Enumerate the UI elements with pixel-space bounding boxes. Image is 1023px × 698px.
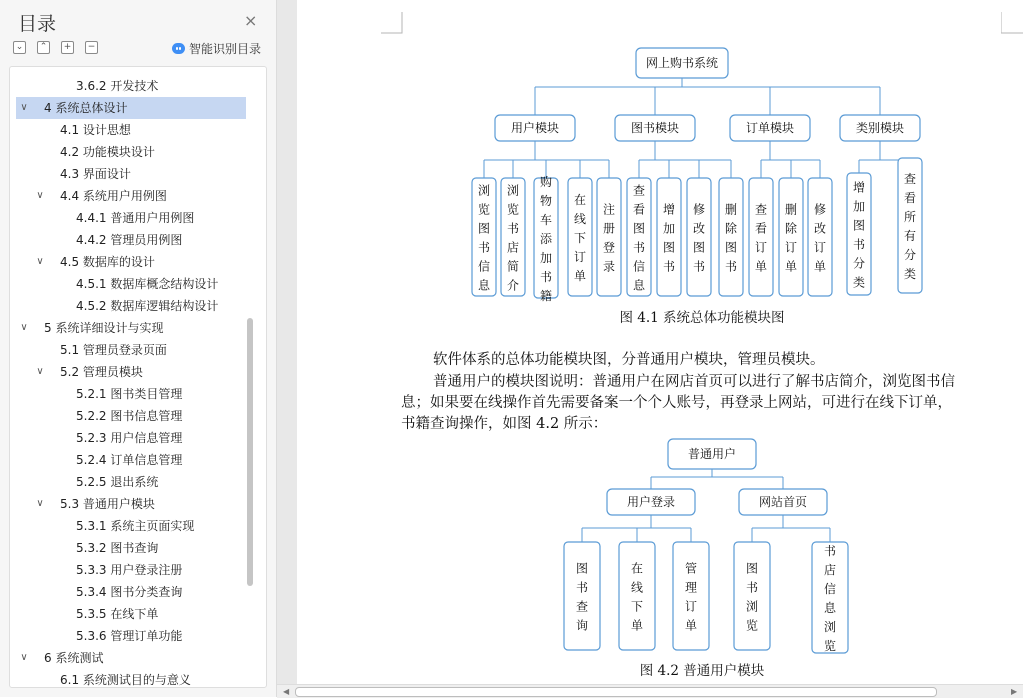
outline-item-label: 4.2 功能模块设计 xyxy=(60,145,155,159)
module-label: 用户登录 xyxy=(626,495,676,509)
expand-up-icon[interactable]: ⌃ xyxy=(37,41,50,54)
outline-item-label: 6.1 系统测试目的与意义 xyxy=(60,673,191,687)
paragraph: 书籍查询操作，如图 4.2 所示： xyxy=(401,416,608,432)
leaf-label-char: 除 xyxy=(724,221,738,236)
leaf-label-char: 书 xyxy=(575,580,589,595)
leaf-label-char: 览 xyxy=(823,639,837,653)
chevron-down-icon[interactable]: ∨ xyxy=(36,498,44,509)
robot-icon xyxy=(172,43,185,54)
module-diagrams xyxy=(297,0,1023,684)
leaf-label-char: 信 xyxy=(823,582,837,596)
leaf-label-char: 图 xyxy=(724,240,738,255)
leaf-label-char: 线 xyxy=(573,212,587,226)
leaf-label-char: 除 xyxy=(784,221,798,236)
leaf-label-char: 简 xyxy=(506,259,520,274)
leaf-label-char: 店 xyxy=(823,563,837,577)
leaf-label-char: 加 xyxy=(662,221,676,236)
leaf-label-char: 物 xyxy=(539,194,553,208)
outline-item[interactable] xyxy=(16,295,246,317)
outline-item-label: 5.1 管理员登录页面 xyxy=(60,343,167,357)
paragraph: 普通用户的模块图说明：普通用户在网店首页可以进行了解书店简介，浏览图书信 xyxy=(433,374,955,390)
add-level-icon[interactable]: + xyxy=(61,41,74,54)
leaf-label-char: 分 xyxy=(903,248,917,262)
outline-title: 目录 xyxy=(18,13,57,35)
module-label: 类别模块 xyxy=(855,121,905,135)
leaf-box xyxy=(657,178,681,296)
leaf-label-char: 订 xyxy=(573,250,587,264)
outline-item-label: 5.3.2 图书查询 xyxy=(76,541,159,555)
leaf-label-char: 订 xyxy=(784,240,798,255)
horizontal-scrollbar[interactable] xyxy=(277,684,1023,698)
leaf-label-char: 看 xyxy=(632,202,646,217)
leaf-label-char: 理 xyxy=(684,580,698,595)
leaf-label-char: 图 xyxy=(477,221,491,236)
outline-item-label: 5.3.4 图书分类查询 xyxy=(76,585,183,599)
outline-item[interactable] xyxy=(16,625,246,647)
leaf-label-char: 登 xyxy=(602,240,616,255)
scroll-right-icon[interactable]: ▶ xyxy=(1011,687,1018,696)
outline-item[interactable] xyxy=(16,603,246,625)
leaf-label-char: 信 xyxy=(632,259,646,274)
leaf-label-char: 删 xyxy=(724,202,738,217)
leaf-box xyxy=(734,542,770,650)
leaf-label-char: 店 xyxy=(506,240,520,255)
leaf-box xyxy=(564,542,600,650)
leaf-label-char: 修 xyxy=(813,202,827,217)
leaf-label-char: 书 xyxy=(724,259,738,274)
outline-item[interactable] xyxy=(16,185,246,207)
leaf-box xyxy=(597,178,621,296)
leaf-label-char: 订 xyxy=(813,240,827,255)
outline-item[interactable] xyxy=(16,361,246,383)
figure-caption: 图 4.1 系统总体功能模块图 xyxy=(619,310,785,326)
leaf-label-char: 订 xyxy=(684,599,698,614)
outline-item-label: 5.2.3 用户信息管理 xyxy=(76,431,183,445)
leaf-label-char: 单 xyxy=(630,618,644,633)
leaf-label-char: 书 xyxy=(823,544,837,558)
leaf-label-char: 浏 xyxy=(823,620,837,634)
leaf-label-char: 管 xyxy=(684,561,698,576)
outline-item[interactable] xyxy=(16,251,246,273)
outline-item-label: 4.5.2 数据库逻辑结构设计 xyxy=(76,299,219,313)
figure-caption: 图 4.2 普通用户模块 xyxy=(639,663,765,679)
smart-outline-label: 智能识别目录 xyxy=(189,42,262,56)
remove-level-icon[interactable]: − xyxy=(85,41,98,54)
outline-item-label: 6 系统测试 xyxy=(44,651,104,665)
leaf-label-char: 查 xyxy=(754,202,768,217)
leaf-label-char: 购 xyxy=(539,175,553,189)
leaf-label-char: 书 xyxy=(632,240,646,255)
outline-item-label: 5.2.5 退出系统 xyxy=(76,475,159,489)
scrollbar-thumb[interactable] xyxy=(295,687,937,697)
outline-item[interactable] xyxy=(16,75,246,97)
leaf-label-char: 查 xyxy=(575,599,589,614)
leaf-label-char: 图 xyxy=(692,240,706,255)
outline-item[interactable] xyxy=(16,317,246,339)
leaf-box xyxy=(673,542,709,650)
outline-item[interactable] xyxy=(16,273,246,295)
leaf-label-char: 线 xyxy=(630,580,644,595)
root-label: 网上购书系统 xyxy=(645,56,719,70)
outline-item[interactable] xyxy=(16,339,246,361)
leaf-label-char: 单 xyxy=(813,259,827,274)
leaf-label-char: 加 xyxy=(852,199,866,214)
scroll-left-icon[interactable]: ◀ xyxy=(283,687,290,696)
paragraph: 软件体系的总体功能模块图，分普通用户模块，管理员模块。 xyxy=(433,352,825,368)
module-label: 网站首页 xyxy=(758,495,808,509)
outline-scrollbar[interactable] xyxy=(247,318,253,586)
leaf-label-char: 单 xyxy=(573,269,587,283)
leaf-box xyxy=(619,542,655,650)
leaf-label-char: 看 xyxy=(754,221,768,236)
leaf-label-char: 书 xyxy=(539,270,553,284)
leaf-label-char: 览 xyxy=(477,202,491,217)
outline-item-label: 4.1 设计思想 xyxy=(60,123,131,137)
leaf-box xyxy=(687,178,711,296)
leaf-label-char: 介 xyxy=(506,278,520,293)
outline-item-label: 4 系统总体设计 xyxy=(44,101,128,115)
outline-item[interactable] xyxy=(16,493,246,515)
module-label: 用户模块 xyxy=(510,121,560,135)
leaf-label-char: 车 xyxy=(539,213,553,227)
leaf-label-char: 下 xyxy=(573,231,587,245)
document-page xyxy=(297,0,1023,684)
leaf-label-char: 籍 xyxy=(539,289,553,303)
leaf-label-char: 增 xyxy=(852,180,866,195)
outline-item[interactable] xyxy=(16,471,246,493)
leaf-label-char: 单 xyxy=(684,618,698,633)
leaf-label-char: 书 xyxy=(852,237,866,252)
outline-item-label: 4.4 系统用户用例图 xyxy=(60,189,167,203)
chevron-down-icon[interactable]: ∨ xyxy=(36,190,44,201)
outline-item[interactable] xyxy=(16,141,246,163)
leaf-label-char: 书 xyxy=(662,259,676,274)
leaf-label-char: 分 xyxy=(852,256,866,271)
leaf-label-char: 订 xyxy=(754,240,768,255)
outline-item-label: 4.4.2 管理员用例图 xyxy=(76,233,183,247)
leaf-label-char: 在 xyxy=(630,561,644,576)
leaf-label-char: 息 xyxy=(477,278,491,293)
close-icon[interactable]: × xyxy=(244,11,258,30)
leaf-label-char: 图 xyxy=(662,240,676,255)
leaf-label-char: 类 xyxy=(903,267,917,281)
outline-item-label: 5.2.4 订单信息管理 xyxy=(76,453,183,467)
outline-item[interactable] xyxy=(16,515,246,537)
outline-item[interactable] xyxy=(16,229,246,251)
outline-item-label: 5.2 管理员模块 xyxy=(60,365,143,379)
leaf-label-char: 浏 xyxy=(477,183,491,198)
leaf-label-char: 书 xyxy=(477,240,491,255)
outline-item[interactable] xyxy=(16,559,246,581)
outline-item-label: 4.4.1 普通用户用例图 xyxy=(76,211,195,225)
leaf-label-char: 图 xyxy=(632,221,646,236)
outline-item-label: 4.5 数据库的设计 xyxy=(60,255,155,269)
outline-item-label: 5.3 普通用户模块 xyxy=(60,497,155,511)
leaf-label-char: 看 xyxy=(903,191,917,205)
leaf-label-char: 息 xyxy=(823,601,837,615)
leaf-label-char: 书 xyxy=(506,221,520,236)
leaf-label-char: 改 xyxy=(692,221,706,236)
leaf-label-char: 查 xyxy=(632,183,646,198)
leaf-label-char: 书 xyxy=(745,580,759,595)
leaf-label-char: 类 xyxy=(852,275,866,290)
leaf-label-char: 询 xyxy=(575,618,589,633)
leaf-label-char: 注 xyxy=(602,202,616,217)
leaf-label-char: 改 xyxy=(813,221,827,236)
leaf-box xyxy=(749,178,773,296)
leaf-box xyxy=(719,178,743,296)
outline-panel xyxy=(0,0,277,697)
module-label: 图书模块 xyxy=(630,121,680,135)
leaf-label-char: 在 xyxy=(573,193,587,207)
outline-list xyxy=(9,66,267,688)
leaf-label-char: 册 xyxy=(602,221,616,236)
outline-item-label: 5.3.3 用户登录注册 xyxy=(76,563,183,577)
outline-item[interactable] xyxy=(16,97,246,119)
outline-item[interactable] xyxy=(16,383,246,405)
outline-item[interactable] xyxy=(16,647,246,669)
outline-item-label: 5.3.1 系统主页面实现 xyxy=(76,519,195,533)
leaf-label-char: 有 xyxy=(903,229,917,243)
document-area xyxy=(277,0,1023,697)
paragraph: 息；如果要在线操作首先需要备案一个个人账号，再登录上网站，可进行在线下订单， xyxy=(401,395,952,411)
outline-item[interactable] xyxy=(16,207,246,229)
leaf-label-char: 浏 xyxy=(506,183,520,198)
leaf-label-char: 所 xyxy=(903,210,917,224)
smart-outline-button[interactable] xyxy=(172,40,261,57)
outline-item-label: 4.3 界面设计 xyxy=(60,167,131,181)
chevron-down-icon[interactable]: ∨ xyxy=(20,102,28,113)
outline-item[interactable] xyxy=(16,405,246,427)
chevron-down-icon[interactable]: ∨ xyxy=(20,652,28,663)
leaf-label-char: 图 xyxy=(745,561,759,576)
leaf-box xyxy=(808,178,832,296)
outline-item[interactable] xyxy=(16,669,246,688)
outline-item-label: 4.5.1 数据库概念结构设计 xyxy=(76,277,219,291)
collapse-all-icon[interactable]: ⌄ xyxy=(13,41,26,54)
module-label: 订单模块 xyxy=(745,121,795,135)
outline-item[interactable] xyxy=(16,449,246,471)
leaf-label-char: 单 xyxy=(784,259,798,274)
outline-item[interactable] xyxy=(16,119,246,141)
outline-item-label: 3.6.2 开发技术 xyxy=(76,79,159,93)
outline-item-label: 5 系统详细设计与实现 xyxy=(44,321,164,335)
outline-item-label: 5.2.2 图书信息管理 xyxy=(76,409,183,423)
leaf-label-char: 览 xyxy=(506,202,520,217)
outline-item[interactable] xyxy=(16,537,246,559)
leaf-label-char: 浏 xyxy=(745,599,759,614)
outline-item[interactable] xyxy=(16,163,246,185)
outline-item-label: 5.3.5 在线下单 xyxy=(76,607,159,621)
leaf-box xyxy=(779,178,803,296)
leaf-label-char: 增 xyxy=(662,202,676,217)
outline-item[interactable] xyxy=(16,427,246,449)
leaf-label-char: 录 xyxy=(602,259,616,274)
leaf-label-char: 查 xyxy=(903,172,917,186)
leaf-label-char: 信 xyxy=(477,259,491,274)
leaf-label-char: 删 xyxy=(784,202,798,217)
chevron-down-icon[interactable]: ∨ xyxy=(36,366,44,377)
leaf-label-char: 单 xyxy=(754,259,768,274)
outline-item-label: 5.3.6 管理订单功能 xyxy=(76,629,183,643)
leaf-box xyxy=(812,542,848,653)
leaf-label-char: 下 xyxy=(630,599,644,614)
chevron-down-icon[interactable]: ∨ xyxy=(36,256,44,267)
outline-item-label: 5.2.1 图书类目管理 xyxy=(76,387,183,401)
leaf-label-char: 图 xyxy=(852,218,866,233)
leaf-label-char: 书 xyxy=(692,259,706,274)
leaf-label-char: 加 xyxy=(539,251,553,265)
leaf-label-char: 添 xyxy=(539,232,553,246)
chevron-down-icon[interactable]: ∨ xyxy=(20,322,28,333)
outline-item[interactable] xyxy=(16,581,246,603)
leaf-label-char: 览 xyxy=(745,618,759,633)
leaf-label-char: 息 xyxy=(632,278,646,293)
leaf-label-char: 修 xyxy=(692,202,706,217)
root-label: 普通用户 xyxy=(687,447,737,461)
leaf-label-char: 图 xyxy=(575,561,589,576)
